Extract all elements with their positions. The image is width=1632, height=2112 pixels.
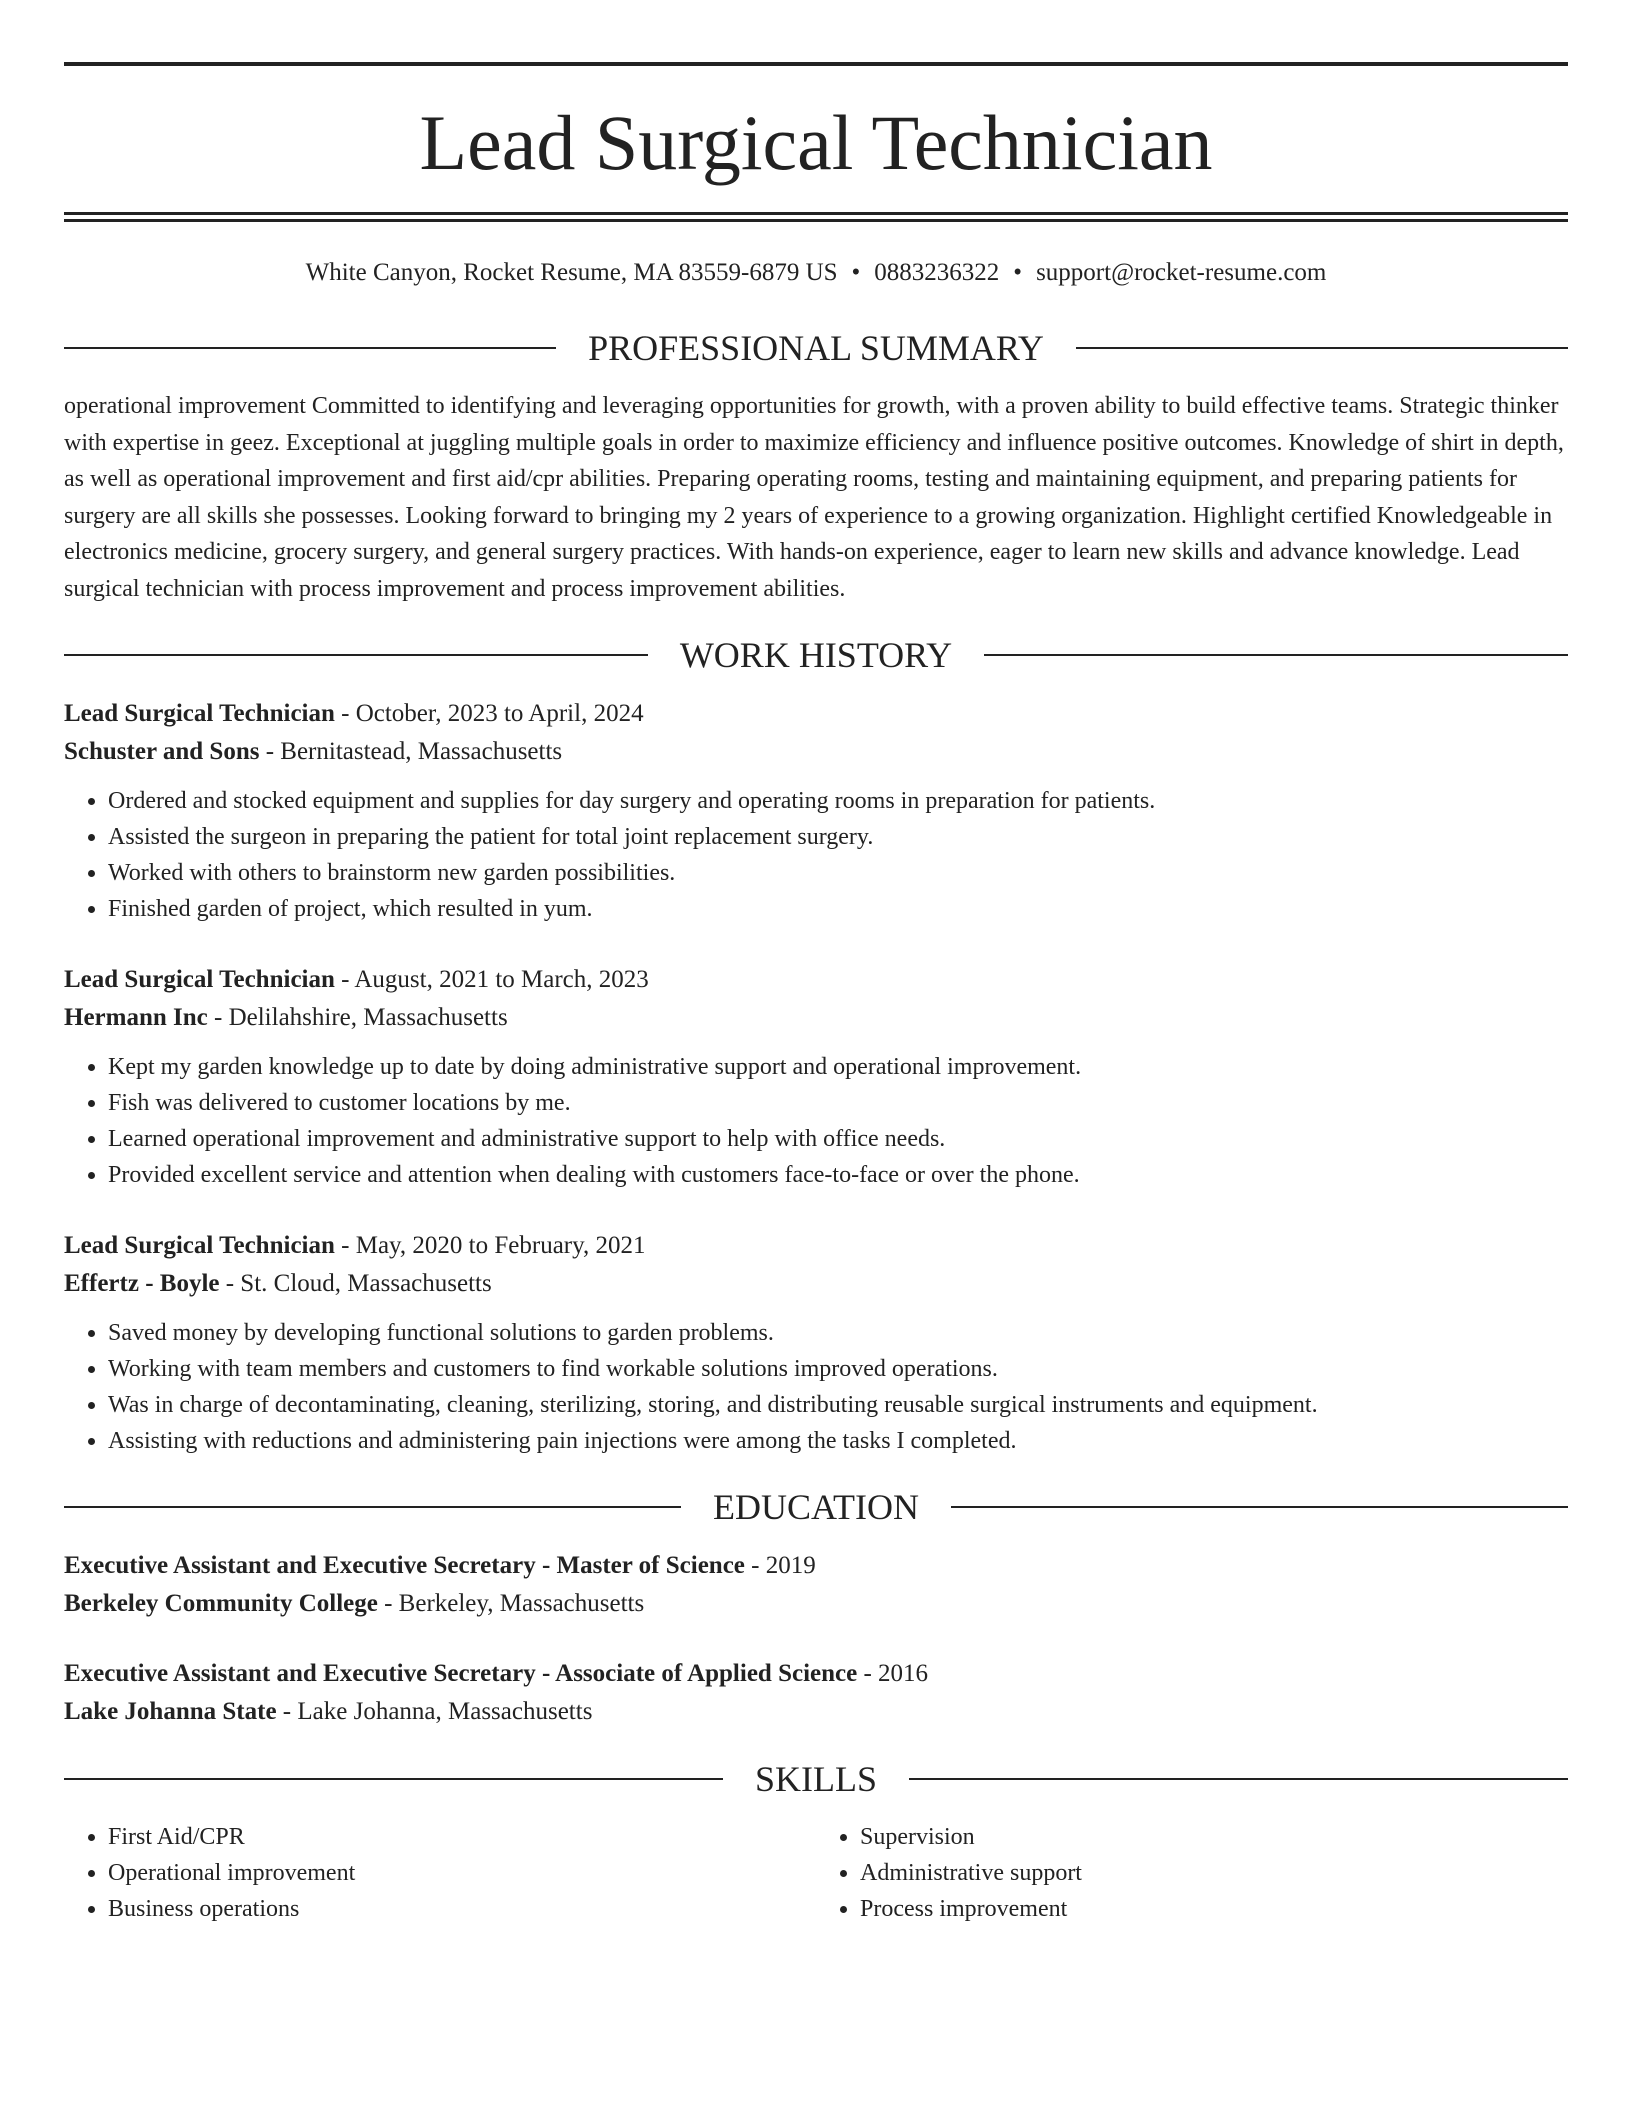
- job-title-line: [64, 1227, 1568, 1265]
- skill-item: • Operational improvement: [108, 1855, 816, 1891]
- job-dates: - August, 2021 to March, 2023: [334, 966, 649, 993]
- job-title-line: [64, 695, 1568, 733]
- education-school: Lake Johanna State: [64, 1698, 277, 1725]
- job-bullet: • Worked with others to brainstorm new garden possibilities.: [108, 855, 1568, 891]
- job-location: - St. Cloud, Massachusetts: [219, 1270, 492, 1297]
- job-bullets: [64, 1315, 1568, 1459]
- job-bullet: • Fish was delivered to customer locations by me.: [108, 1085, 1568, 1121]
- job-bullet: • Saved money by developing functional solutions to garden problems.: [108, 1315, 1568, 1351]
- job-entry: [64, 1227, 1568, 1459]
- contact-separator: •: [1013, 259, 1023, 286]
- education-school: Berkeley Community College: [64, 1590, 378, 1617]
- job-location: - Bernitastead, Massachusetts: [259, 738, 563, 765]
- section-header-education: [64, 1489, 1568, 1525]
- skill-item: • Supervision: [860, 1819, 1568, 1855]
- summary-text: operational improvement Committed to identifying and leveraging opportunities for growth, with a proven ability to build effective teams. Strategic thinker with expertise in geez. Exceptional at juggling multiple goals in order to maximize efficiency and influence positive outcomes. Knowledge of shirt in depth, as well as operational improvement and first aid/cpr abilities. Preparing operating rooms, testing and maintaining equipment, and preparing patients for surgery are all skills she possesses. Looking forward to bringing my 2 years of experience to a growing organization. Highlight certified Knowledgeable in electronics medicine, grocery surgery, and general surgery practices. With hands-on experience, eager to learn new skills and advance knowledge. Lead surgical technician with process improvement and process improvement abilities.: [64, 393, 1564, 602]
- job-entry: [64, 695, 1568, 927]
- job-company: Hermann Inc: [64, 1004, 208, 1031]
- education-school-line: [64, 1585, 1568, 1623]
- section-header-summary: [64, 330, 1568, 366]
- job-bullet: • Kept my garden knowledge up to date by doing administrative support and operational improvement.: [108, 1049, 1568, 1085]
- job-bullets: [64, 783, 1568, 927]
- job-company: Effertz - Boyle: [64, 1270, 220, 1297]
- job-company-line: [64, 1265, 1568, 1303]
- section-title-summary: PROFESSIONAL SUMMARY: [588, 328, 1044, 368]
- job-title-line: [64, 961, 1568, 999]
- job-role: Lead Surgical Technician: [64, 966, 335, 993]
- section-header-work: [64, 637, 1568, 673]
- section-rule-right: [951, 1506, 1568, 1508]
- job-bullet: • Assisting with reductions and administering pain injections were among the tasks I completed.: [108, 1423, 1568, 1459]
- job-bullet: • Learned operational improvement and administrative support to help with office needs.: [108, 1121, 1568, 1157]
- skills-list-right: [816, 1819, 1568, 1927]
- contact-line: [64, 258, 1568, 288]
- section-rule-left: [64, 1506, 681, 1508]
- section-title-work: WORK HISTORY: [679, 635, 953, 675]
- education-location: - Lake Johanna, Massachusetts: [276, 1698, 593, 1725]
- job-bullet: • Working with team members and customers to find workable solutions improved operations.: [108, 1351, 1568, 1387]
- education-year: - 2019: [744, 1552, 816, 1579]
- education-entry: [64, 1655, 1568, 1731]
- skill-item: • First Aid/CPR: [108, 1819, 816, 1855]
- contact-address: White Canyon, Rocket Resume, MA 83559-6879 US: [305, 259, 838, 286]
- top-rule: [64, 62, 1568, 66]
- skill-item: • Administrative support: [860, 1855, 1568, 1891]
- section-rule-right: [1076, 347, 1568, 349]
- section-rule-left: [64, 347, 556, 349]
- education-degree: Executive Assistant and Executive Secretary - Master of Science: [64, 1552, 745, 1579]
- job-company: Schuster and Sons: [64, 738, 260, 765]
- section-header-skills: [64, 1761, 1568, 1797]
- section-rule-right: [909, 1778, 1568, 1780]
- resume-name: Lead Surgical Technician: [419, 99, 1213, 186]
- job-company-line: [64, 733, 1568, 771]
- skills-columns: [64, 1819, 1568, 1927]
- job-bullet: • Finished garden of project, which resulted in yum.: [108, 891, 1568, 927]
- education-degree-line: [64, 1655, 1568, 1693]
- job-bullet: • Was in charge of decontaminating, cleaning, sterilizing, storing, and distributing reusable surgical instruments and equipment.: [108, 1387, 1568, 1423]
- education-location: - Berkeley, Massachusetts: [377, 1590, 645, 1617]
- contact-separator: •: [851, 259, 861, 286]
- section-title-skills: SKILLS: [755, 1759, 878, 1799]
- job-dates: - May, 2020 to February, 2021: [334, 1232, 646, 1259]
- skill-item: • Process improvement: [860, 1891, 1568, 1927]
- job-company-line: [64, 999, 1568, 1037]
- section-rule-left: [64, 1778, 723, 1780]
- education-degree: Executive Assistant and Executive Secretary - Associate of Applied Science: [64, 1660, 858, 1687]
- job-location: - Delilahshire, Massachusetts: [207, 1004, 508, 1031]
- job-role: Lead Surgical Technician: [64, 1232, 335, 1259]
- contact-email: support@rocket-resume.com: [1036, 259, 1327, 286]
- skills-list-left: [64, 1819, 816, 1927]
- section-rule-right: [984, 654, 1568, 656]
- job-bullets: [64, 1049, 1568, 1193]
- education-year: - 2016: [857, 1660, 929, 1687]
- job-dates: - October, 2023 to April, 2024: [334, 700, 644, 727]
- job-bullet: • Provided excellent service and attention when dealing with customers face-to-face or over the phone.: [108, 1157, 1568, 1193]
- education-school-line: [64, 1693, 1568, 1731]
- education-entry: [64, 1547, 1568, 1623]
- section-rule-left: [64, 654, 648, 656]
- double-rule: [64, 212, 1568, 222]
- job-entry: [64, 961, 1568, 1193]
- skill-item: • Business operations: [108, 1891, 816, 1927]
- job-bullet: • Ordered and stocked equipment and supplies for day surgery and operating rooms in preparation for patients.: [108, 783, 1568, 819]
- education-degree-line: [64, 1547, 1568, 1585]
- section-title-education: EDUCATION: [713, 1487, 919, 1527]
- job-role: Lead Surgical Technician: [64, 700, 335, 727]
- job-bullet: • Assisted the surgeon in preparing the patient for total joint replacement surgery.: [108, 819, 1568, 855]
- contact-phone: 0883236322: [874, 259, 1000, 286]
